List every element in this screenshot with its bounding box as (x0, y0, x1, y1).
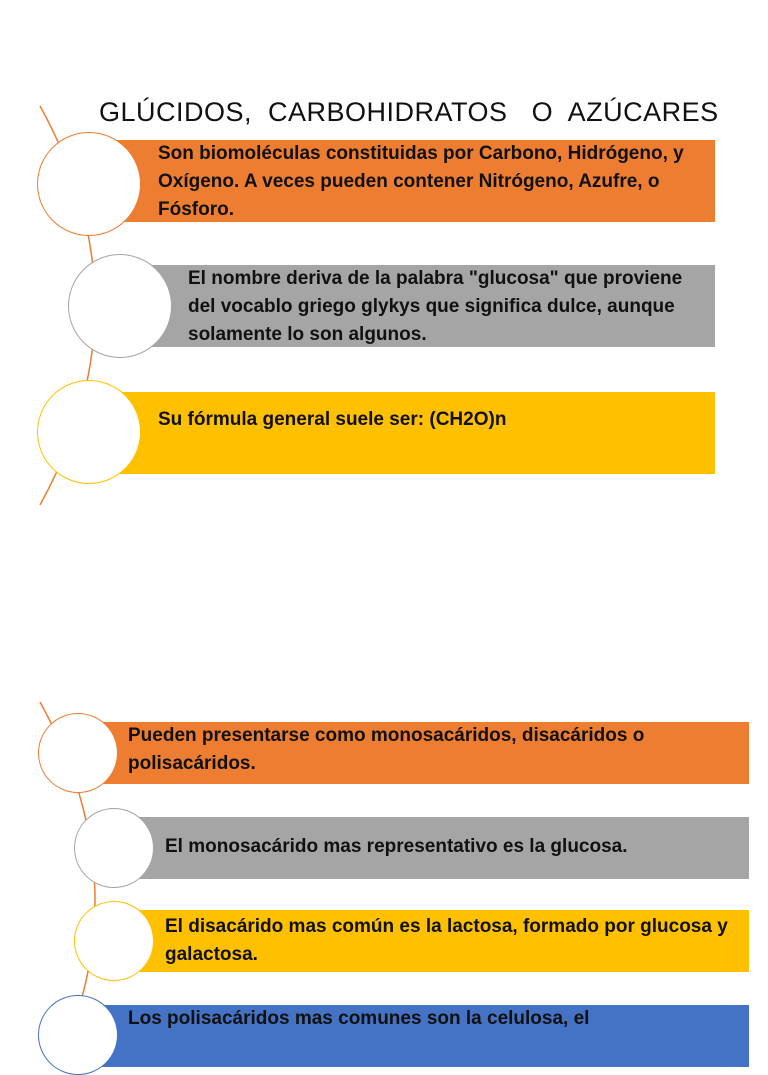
list-item (78, 1005, 749, 1067)
item-text: Su fórmula general suele ser: (CH2O)n (158, 409, 507, 430)
bullet-circle-icon (38, 995, 118, 1075)
bullet-circle-icon (74, 808, 154, 888)
bullet-circle-icon (37, 380, 141, 484)
item-text: El disacárido mas común es la lactosa, formado por glucosa y galactosa. (165, 916, 728, 965)
item-text: Los polisacáridos mas comunes son la celulosa, el (128, 1008, 590, 1029)
list-item (78, 722, 749, 784)
bullet-circle-icon (37, 132, 141, 236)
list-item (113, 817, 749, 879)
bullet-circle-icon (38, 713, 118, 793)
item-text: Pueden presentarse como monosacáridos, disacáridos o polisacáridos. (128, 725, 645, 774)
item-text: El monosacárido mas representativo es la glucosa. (165, 836, 628, 857)
bullet-circle-icon (68, 254, 172, 358)
page-title: GLÚCIDOS, CARBOHIDRATOS O AZÚCARES (99, 97, 719, 127)
list-item (113, 910, 749, 972)
item-text: El nombre deriva de la palabra "glucosa" que proviene del vocablo griego glykys que significa dulce, aunque solamente lo son algunos. (188, 268, 683, 345)
bullet-circle-icon (74, 901, 154, 981)
list-item (108, 140, 715, 222)
list-item (138, 265, 715, 347)
item-text: Son biomoléculas constituidas por Carbono, Hidrógeno, y Oxígeno. A veces pueden contener Nitrógeno, Azufre, o Fósforo. (158, 143, 684, 220)
list-item (108, 392, 715, 474)
